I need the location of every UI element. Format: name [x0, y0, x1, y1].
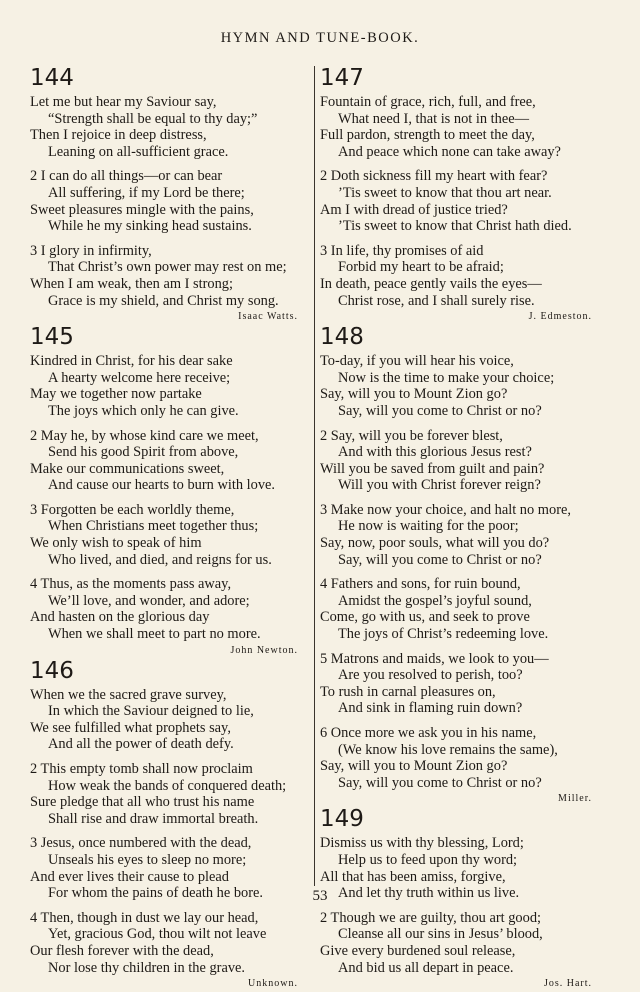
stanza — [320, 353, 606, 419]
stanza — [30, 243, 312, 309]
verse-line: Nor lose thy children in the grave. — [48, 959, 246, 976]
verse-line: The joys of Christ’s redeeming love. — [338, 626, 549, 643]
verse-line: And let thy truth within us live. — [338, 885, 520, 902]
verse-line: 2 This empty tomb shall now proclaim — [30, 761, 253, 777]
verse-line: How weak the bands of conquered death; — [48, 777, 287, 794]
verse-line: And sink in flaming ruin down? — [338, 700, 523, 717]
hymn-148 — [320, 325, 606, 805]
verse-line: When Christians meet together thus; — [48, 518, 259, 535]
verse-line: Say, will you come to Christ or no? — [338, 402, 542, 419]
verse-line: 4 Thus, as the moments pass away, — [30, 576, 232, 593]
stanza — [30, 502, 312, 568]
verse-line: When we shall meet to part no more. — [48, 626, 261, 643]
verse-line: 3 Jesus, once numbered with the dead, — [30, 835, 252, 852]
verse-line: Sweet pleasures mingle with the pains, — [30, 201, 254, 218]
verse-line: Will you be saved from guilt and pain? — [320, 460, 545, 477]
verse-line: A hearty welcome here receive; — [48, 369, 231, 386]
verse-line: Grace is my shield, and Christ my song. — [48, 292, 279, 309]
verse-line: And hasten on the glorious day — [30, 609, 210, 626]
stanza — [320, 725, 606, 791]
verse-line: And ever lives their cause to plead — [30, 868, 229, 885]
stanza — [320, 910, 606, 976]
hymn-author: Unknown. — [248, 978, 298, 990]
verse-line: Unseals his eyes to sleep no more; — [48, 851, 247, 868]
stanza — [320, 502, 606, 568]
hymn-author: Jos. Hart. — [543, 978, 592, 990]
hymn-147 — [320, 66, 606, 323]
verse-line: Shall rise and draw immortal breath. — [48, 810, 259, 827]
stanza — [30, 353, 312, 419]
hymn-146 — [30, 659, 312, 991]
verse-line: The joys which only he can give. — [48, 402, 239, 419]
verse-line: 2 I can do all things—or can bear — [30, 168, 223, 185]
verse-line: We only wish to speak of him — [30, 535, 202, 552]
verse-line: Give every burdened soul release, — [320, 942, 516, 959]
hymn-number: 147 — [320, 65, 364, 91]
hymn-author: John Newton. — [230, 644, 298, 656]
verse-line: 6 Once more we ask you in his name, — [320, 725, 537, 741]
verse-line: In death, peace gently vails the eyes— — [320, 275, 542, 292]
verse-line: We’ll love, and wonder, and adore; — [48, 592, 250, 609]
stanza — [320, 576, 606, 642]
stanza — [30, 687, 312, 753]
verse-line: Say, will you come to Christ or no? — [338, 774, 542, 791]
verse-line: Now is the time to make your choice; — [338, 369, 555, 386]
verse-line: 2 May he, by whose kind care we meet, — [30, 427, 259, 444]
hymn-number: 148 — [320, 324, 364, 351]
verse-line: Say, now, poor souls, what will you do? — [320, 535, 550, 552]
verse-line: 2 Say, will you be forever blest, — [320, 427, 503, 444]
stanza — [320, 428, 606, 494]
stanza — [30, 94, 312, 160]
verse-line: Am I with dread of justice tried? — [320, 201, 508, 218]
verse-line: In which the Saviour deigned to lie, — [48, 703, 254, 720]
verse-line: (We know his love remains the same), — [338, 741, 558, 758]
verse-line: Amidst the gospel’s joyful sound, — [338, 592, 532, 609]
verse-line: All that has been amiss, forgive, — [320, 868, 506, 885]
column-divider — [314, 66, 315, 886]
verse-line: Dismiss us with thy blessing, Lord; — [320, 835, 524, 852]
verse-line: Will you with Christ forever reign? — [338, 477, 541, 494]
verse-line: 3 Forgotten be each worldly theme, — [30, 501, 235, 518]
verse-line: To-day, if you will hear his voice, — [320, 353, 514, 370]
stanza — [320, 94, 606, 160]
verse-line: Say, will you to Mount Zion go? — [320, 386, 508, 403]
left-column — [30, 64, 312, 992]
verse-line: ’Tis sweet to know that thou art near. — [338, 184, 552, 201]
verse-line: We see fulfilled what prophets say, — [30, 719, 231, 736]
stanza — [320, 651, 606, 717]
page-header: HYMN AND TUNE-BOOK. — [220, 30, 420, 46]
verse-line: Sure pledge that all who trust his name — [30, 794, 255, 811]
verse-line: May we together now partake — [30, 386, 202, 403]
verse-line: And peace which none can take away? — [338, 143, 561, 160]
verse-line: That Christ’s own power may rest on me; — [48, 259, 287, 276]
verse-line: Make our communications sweet, — [30, 460, 225, 477]
hymn-144 — [30, 66, 312, 323]
verse-line: Let me but hear my Saviour say, — [30, 94, 217, 110]
stanza — [30, 168, 312, 234]
hymn-number: 144 — [30, 65, 74, 91]
hymn-number: 145 — [30, 324, 74, 351]
verse-line: When I am weak, then am I strong; — [30, 275, 234, 292]
verse-line: Cleanse all our sins in Jesus’ blood, — [338, 926, 543, 943]
verse-line: To rush in carnal pleasures on, — [320, 683, 496, 700]
verse-line: 3 Make now your choice, and halt no more, — [320, 501, 571, 518]
verse-line: He now is waiting for the poor; — [338, 518, 519, 535]
verse-line: Come, go with us, and seek to prove — [320, 609, 530, 626]
stanza — [30, 428, 312, 494]
stanza — [320, 168, 606, 234]
stanza — [30, 761, 312, 827]
verse-line: And with this glorious Jesus rest? — [338, 444, 532, 461]
verse-line: 4 Fathers and sons, for ruin bound, — [320, 576, 521, 593]
verse-line: For whom the pains of death he bore. — [48, 885, 264, 902]
verse-line: Who lived, and died, and reigns for us. — [48, 551, 272, 568]
verse-line: And all the power of death defy. — [48, 736, 234, 753]
hymn-number: 149 — [320, 806, 364, 833]
verse-line: 3 In life, thy promises of aid — [320, 242, 484, 259]
verse-line: 2 Doth sickness fill my heart with fear? — [320, 168, 548, 185]
verse-line: 2 Though we are guilty, thou art good; — [320, 909, 542, 926]
hymn-author: Isaac Watts. — [238, 311, 298, 323]
right-column — [320, 64, 606, 992]
verse-line: 4 Then, though in dust we lay our head, — [30, 909, 259, 926]
hymn-author: Miller. — [558, 793, 592, 805]
verse-line: ’Tis sweet to know that Christ hath died. — [338, 218, 572, 235]
verse-line: Send his good Spirit from above, — [48, 444, 239, 461]
verse-line: Yet, gracious God, thou wilt not leave — [48, 926, 267, 943]
verse-line: Say, will you to Mount Zion go? — [320, 758, 508, 775]
verse-line: Say, will you come to Christ or no? — [338, 551, 542, 568]
verse-line: Are you resolved to perish, too? — [338, 667, 523, 684]
stanza — [30, 576, 312, 642]
verse-line: Our flesh forever with the dead, — [30, 942, 214, 959]
verse-line: Kindred in Christ, for his dear sake — [30, 353, 233, 370]
hymn-145 — [30, 325, 312, 657]
verse-line: Help us to feed upon thy word; — [338, 851, 518, 868]
verse-line: Then I rejoice in deep distress, — [30, 127, 207, 144]
verse-line: 5 Matrons and maids, we look to you— — [320, 650, 549, 667]
verse-line: “Strength shall be equal to thy day;” — [48, 110, 258, 127]
verse-line: What need I, that is not in thee— — [338, 110, 530, 127]
verse-line: Leaning on all-sufficient grace. — [48, 143, 229, 160]
verse-line: Forbid my heart to be afraid; — [338, 259, 504, 276]
hymn-number: 146 — [30, 657, 74, 684]
page-number: 53 — [312, 888, 328, 904]
stanza — [30, 910, 312, 976]
verse-line: Full pardon, strength to meet the day, — [320, 127, 535, 144]
verse-line: And cause our hearts to burn with love. — [48, 477, 275, 494]
verse-line: Christ rose, and I shall surely rise. — [338, 292, 535, 309]
stanza — [320, 243, 606, 309]
verse-line: When we the sacred grave survey, — [30, 686, 227, 703]
verse-line: 3 I glory in infirmity, — [30, 242, 152, 259]
verse-line: Fountain of grace, rich, full, and free, — [320, 94, 536, 110]
verse-line: While he my sinking head sustains. — [48, 218, 252, 235]
verse-line: And bid us all depart in peace. — [338, 959, 514, 976]
hymn-author: J. Edmeston. — [528, 311, 592, 323]
verse-line: All suffering, if my Lord be there; — [48, 184, 245, 201]
